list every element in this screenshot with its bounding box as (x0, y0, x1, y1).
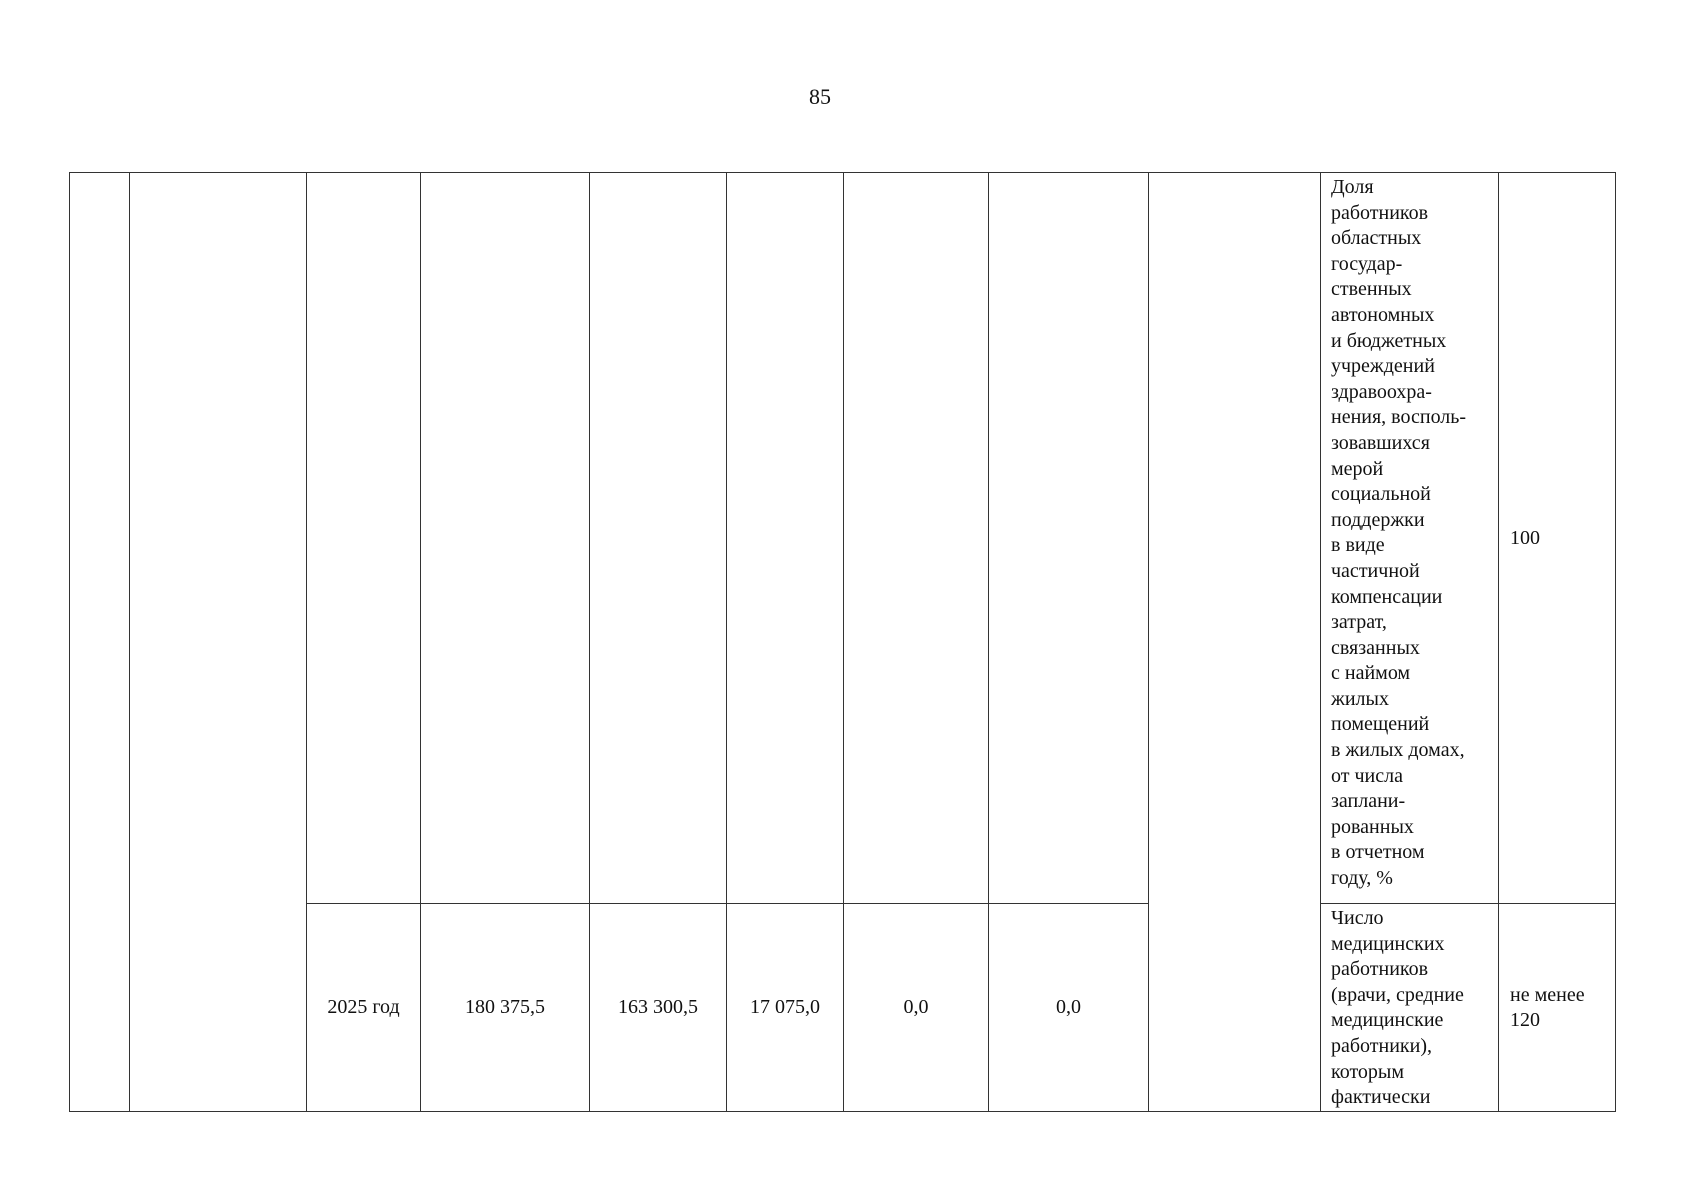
indicator-line: нения, восполь- (1331, 406, 1467, 429)
indicator-line: заплани- (1331, 790, 1406, 813)
indicator-line: социальной (1331, 483, 1431, 506)
indicator-line: которым (1331, 1060, 1405, 1083)
funding-cell-1: 163 300,5 (590, 904, 727, 1112)
indicator-line: в жилых домах, (1331, 739, 1465, 762)
indicator-line: работников (1331, 958, 1429, 981)
indicator-name-cell (1321, 173, 1499, 904)
program-table (69, 172, 1616, 1112)
indicator-line: в отчетном (1331, 841, 1425, 864)
total-cell: 180 375,5 (421, 904, 590, 1112)
table-row (70, 173, 1616, 904)
indicator-value: 120 (1510, 1008, 1540, 1031)
indicator-line: (врачи, средние (1331, 983, 1464, 1006)
indicator-line: рованных (1331, 815, 1414, 838)
indicator-line: и бюджетных (1331, 329, 1447, 352)
page-number: 85 (809, 84, 831, 109)
indicator-line: поддержки (1331, 508, 1425, 531)
measure-name-cell (130, 173, 307, 1112)
indicator-line: частичной (1331, 559, 1420, 582)
indicator-text-clip (1331, 906, 1490, 1110)
funding-cell-empty (989, 173, 1149, 904)
indicator-line: здравоохра- (1331, 380, 1432, 403)
funding-cell-empty (844, 173, 989, 904)
indicator-line: жилых (1331, 687, 1389, 710)
indicator-line: Доля (1331, 176, 1374, 198)
indicator-line: мерой (1331, 457, 1384, 480)
indicator-line: от числа (1331, 764, 1403, 787)
indicator-line: компенсации (1331, 585, 1443, 608)
indicator-line: в виде (1331, 534, 1385, 557)
indicator-line: зовавшихся (1331, 431, 1430, 454)
indicator-line: государ- (1331, 252, 1403, 275)
indicator-line: помещений (1331, 713, 1430, 736)
funding-cell-empty (727, 173, 844, 904)
funding-cell-empty (590, 173, 727, 904)
indicator-value: не менее (1510, 983, 1585, 1006)
funding-cell-2: 17 075,0 (727, 904, 844, 1112)
indicator-line: работники), (1331, 1034, 1433, 1057)
indicator-line: учреждений (1331, 355, 1435, 378)
indicator-line: работников (1331, 201, 1429, 224)
executor-cell (1149, 173, 1321, 1112)
indicator-line: автономных (1331, 303, 1435, 326)
indicator-line: году, % (1331, 867, 1393, 890)
indicator-line: ственных (1331, 278, 1412, 301)
indicator-line: затрат, (1331, 611, 1387, 634)
year-cell-empty (307, 173, 421, 904)
total-cell-empty (421, 173, 590, 904)
indicator-line: фактически (1331, 1086, 1431, 1109)
indicator-line: медицинских (1331, 932, 1445, 955)
funding-cell-3: 0,0 (844, 904, 989, 1112)
funding-cell-4: 0,0 (989, 904, 1149, 1112)
indicator-line: областных (1331, 227, 1422, 250)
year-cell: 2025 год (307, 904, 421, 1112)
indicator-value: 100 (1510, 526, 1540, 549)
indicator-line: медицинские (1331, 1009, 1444, 1032)
indicator-line: с наймом (1331, 662, 1411, 685)
indicator-line: связанных (1331, 636, 1420, 659)
number-cell (70, 173, 130, 1112)
indicator-value-cell (1499, 904, 1616, 1112)
indicator-name-cell (1321, 904, 1499, 1112)
indicator-value-cell (1499, 173, 1616, 904)
indicator-line: Число (1331, 907, 1384, 929)
